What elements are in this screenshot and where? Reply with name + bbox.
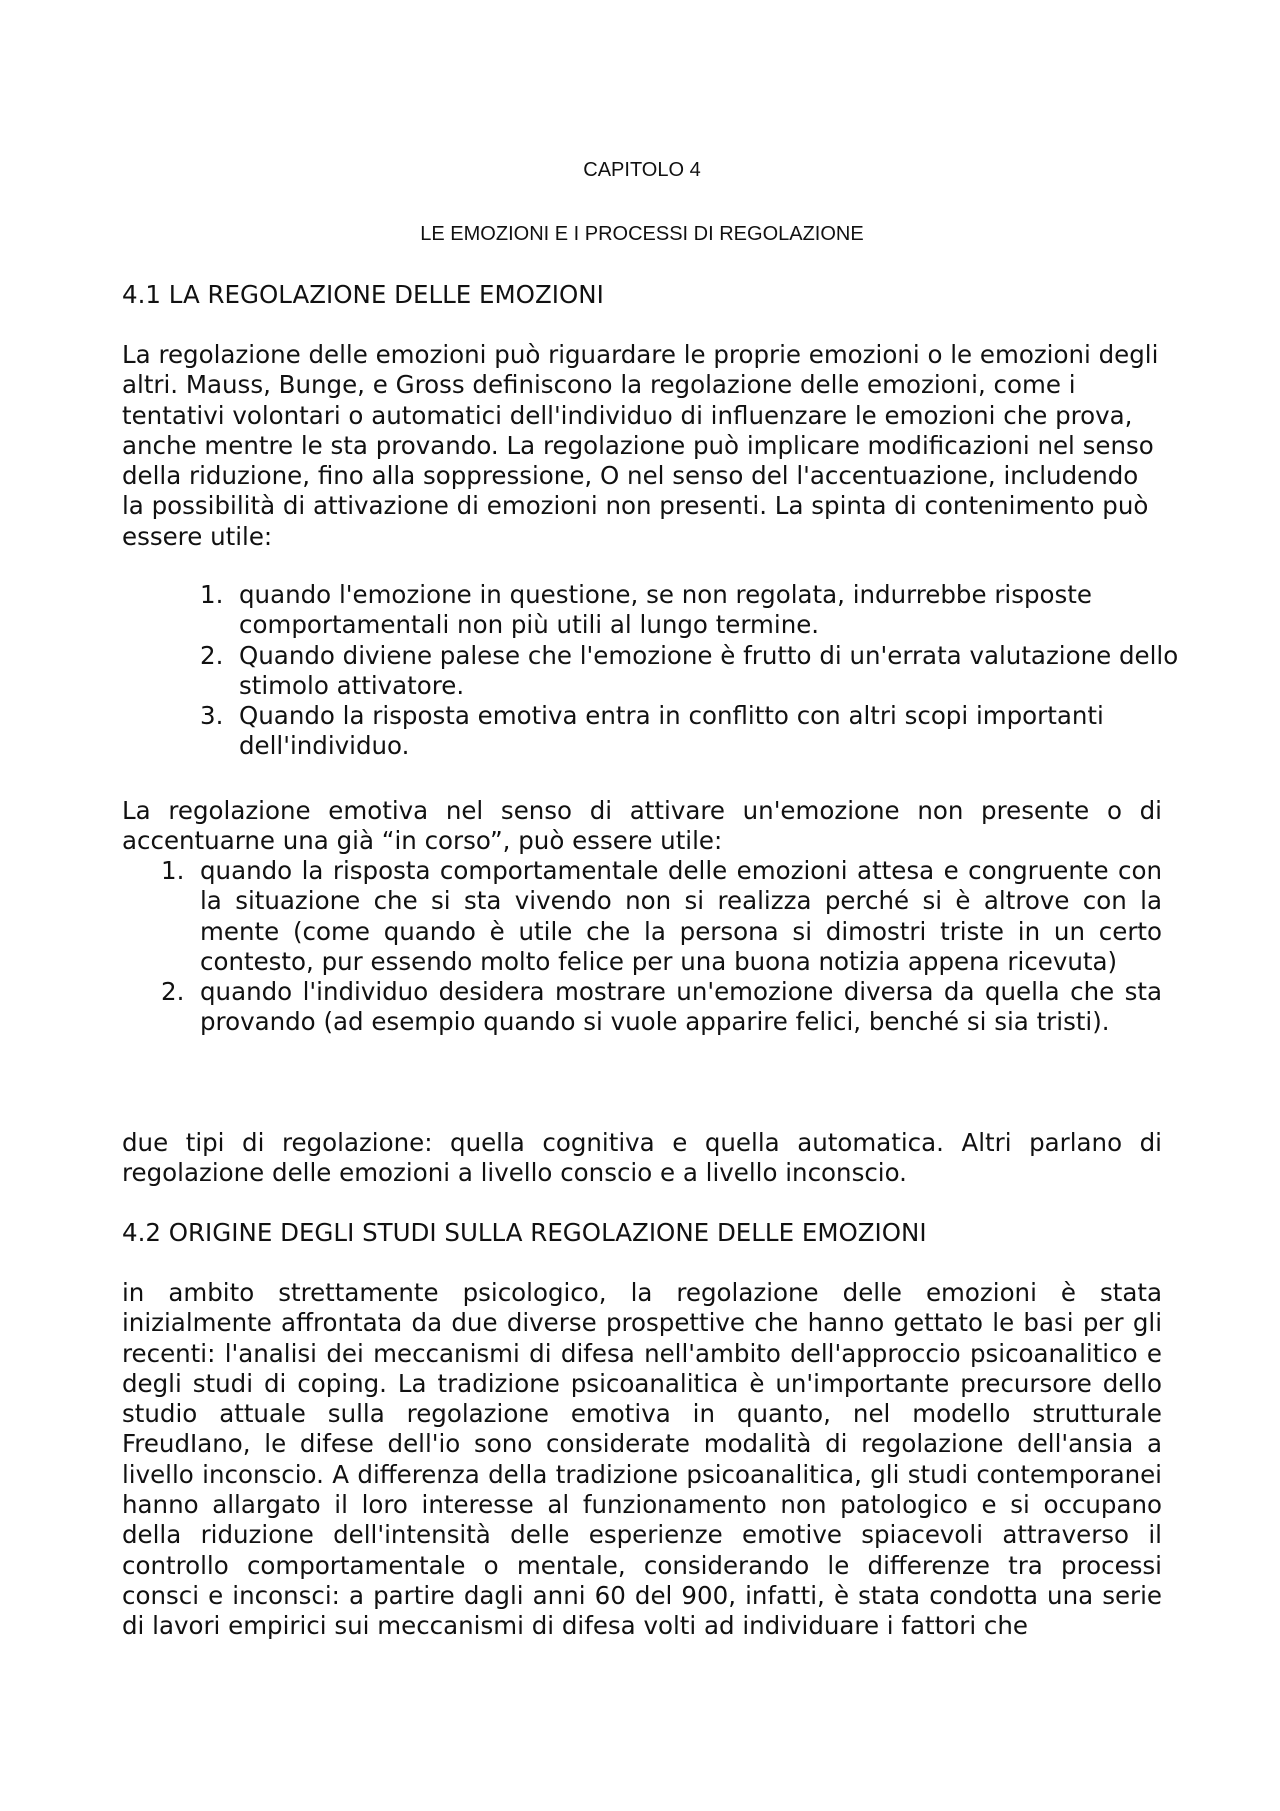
list-item: [200, 641, 1200, 702]
list-number: 2.: [161, 977, 185, 1007]
section-heading-4-1: 4.1 LA REGOLAZIONE DELLE EMOZIONI: [122, 280, 604, 309]
list-item: [200, 701, 1200, 762]
list-item: [200, 580, 1200, 641]
list-text: quando la risposta comportamentale delle emozioni attesa e congruente con la situazione che si sta vivendo non si realizza perché si è altrove con la mente (come quando è utile che la persona si dimostri triste in un certo contesto, pur essendo molto felice per una buona notizia appena ricevuta): [200, 856, 1162, 976]
origin-paragraph: in ambito strettamente psicologico, la regolazione delle emozioni è stata inizialmente affrontata da due diverse prospettive che hanno gettato le basi per gli recenti: l'analisi dei meccanismi di difesa nell'ambito dell'approccio psicoanalitico e degli studi di coping. La tradizione psicoanalitica è un'importante precursore dello studio attuale sulla regolazione emotiva in quanto, nel modello strutturale FreudIano, le difese dell'io sono considerate modalità di regolazione dell'ansia a livello inconscio. A differenza della tradizione psicoanalitica, gli studi contemporanei hanno allargato il loro interesse al funzionamento non patologico e si occupano della riduzione dell'intensità delle esperienze emotive spiacevoli attraverso il controllo comportamentale o mentale, considerando le differenze tra processi consci e inconsci: a partire dagli anni 60 del 900, infatti, è stata condotta una serie di lavori empirici sui meccanismi di difesa volti ad individuare i fattori che: [122, 1278, 1162, 1641]
chapter-number: CAPITOLO 4: [583, 159, 701, 181]
containment-list: [200, 580, 1200, 762]
list-item: [161, 856, 1162, 977]
intro-paragraph: La regolazione delle emozioni può riguardare le proprie emozioni o le emozioni degli altri. Mauss, Bunge, e Gross definiscono la regolazione delle emozioni, come i tentativi volontari o automatici dell'individuo di influenzare le emozioni che prova, anche mentre le sta provando. La regolazione può implicare modificazioni nel senso della riduzione, fino alla soppressione, O nel senso del l'accentuazione, includendo la possibilità di attivazione di emozioni non presenti. La spinta di contenimento può essere utile:: [122, 340, 1159, 551]
section-heading-4-2: 4.2 ORIGINE DEGLI STUDI SULLA REGOLAZIONE DELLE EMOZIONI: [122, 1218, 927, 1247]
activation-list: [161, 856, 1162, 1038]
activation-paragraph: La regolazione emotiva nel senso di attivare un'emozione non presente o di accentuarne una già “in corso”, può essere utile:: [122, 796, 1162, 856]
list-number: 2.: [200, 640, 224, 670]
list-text: Quando la risposta emotiva entra in conflitto con altri scopi importanti dell'individuo.: [239, 701, 1104, 761]
list-text: Quando diviene palese che l'emozione è frutto di un'errata valutazione dello stimolo attivatore.: [239, 640, 1179, 700]
list-number: 1.: [161, 856, 185, 885]
closing-paragraph: due tipi di regolazione: quella cognitiva e quella automatica. Altri parlano di regolazione delle emozioni a livello conscio e a livello inconscio.: [122, 1128, 1162, 1188]
list-item: [161, 977, 1162, 1038]
list-number: 3.: [200, 701, 224, 731]
list-number: 1.: [200, 580, 224, 609]
chapter-title: LE EMOZIONI E I PROCESSI DI REGOLAZIONE: [420, 223, 864, 245]
list-text: quando l'individuo desidera mostrare un'emozione diversa da quella che sta provando (ad esempio quando si vuole apparire felici, benché si sia tristi).: [200, 977, 1162, 1037]
list-text: quando l'emozione in questione, se non regolata, indurrebbe risposte comportamentali non più utili al lungo termine.: [239, 580, 1092, 640]
